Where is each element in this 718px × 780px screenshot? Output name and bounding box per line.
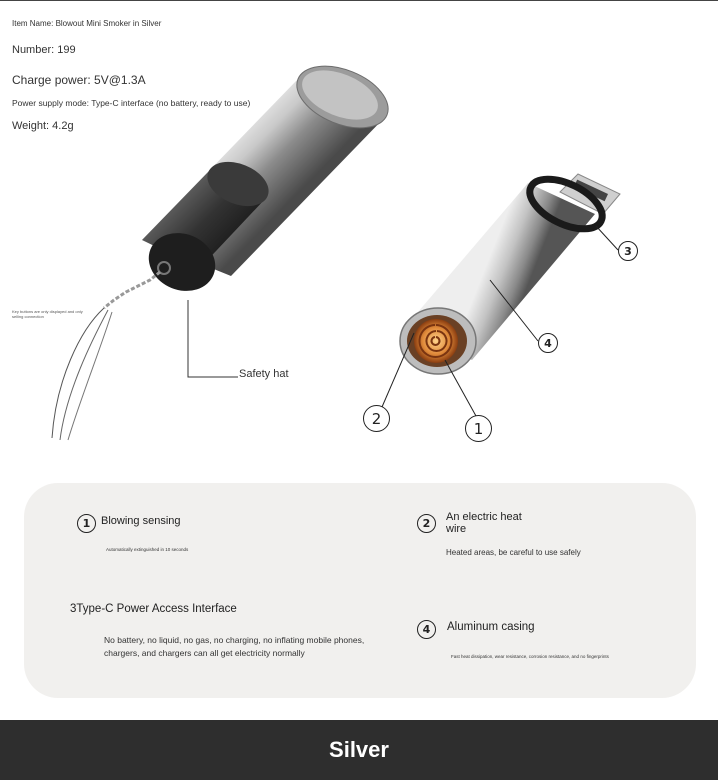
feature-3-title: 3Type-C Power Access Interface xyxy=(70,603,237,615)
feature-4-title: Aluminum casing xyxy=(447,621,535,633)
key-chain xyxy=(104,272,160,308)
lanyard-2 xyxy=(60,310,108,440)
callout-3: 3 xyxy=(618,241,638,261)
item-number-text: Number: 199 xyxy=(12,44,76,56)
item-name-text: Item Name: Blowout Mini Smoker in Silver xyxy=(12,19,162,28)
color-variant-label: Silver xyxy=(329,737,389,762)
safety-hat-label: Safety hat xyxy=(239,368,289,380)
feature-3-description: No battery, no liquid, no gas, no charging, no inflating mobile phones, chargers, and chargers can all get electricity normally xyxy=(104,635,365,658)
feature-1-number: 1 xyxy=(77,514,96,533)
callout-2-leader xyxy=(382,333,414,407)
callout-2: 2 xyxy=(363,405,390,432)
lanyard-3 xyxy=(68,312,112,440)
features-panel xyxy=(24,483,696,698)
feature-1-description: Automatically extinguished in 10 seconds xyxy=(106,547,189,552)
charge-power-text: Charge power: 5V@1.3A xyxy=(12,73,146,87)
feature-4-number: 4 xyxy=(417,620,436,639)
feature-2-description: Heated areas, be careful to use safely xyxy=(446,548,581,557)
fine-print-note: Key buttons are only displayed and only selling connection xyxy=(12,309,83,319)
safety-hat-leader xyxy=(188,300,238,377)
power-supply-text: Power supply mode: Type-C interface (no battery, ready to use) xyxy=(12,98,251,108)
right-device xyxy=(382,169,620,416)
feature-2-number: 2 xyxy=(417,514,436,533)
weight-text: Weight: 4.2g xyxy=(12,120,74,132)
callout-1: 1 xyxy=(465,415,492,442)
color-variant-bar xyxy=(0,720,718,780)
callout-3-leader xyxy=(596,226,618,250)
left-device xyxy=(52,54,397,440)
feature-1-title: Blowing sensing xyxy=(101,515,181,527)
feature-4-description: Fast heat dissipation, wear resistance, corrosion resistance, and no fingerprints xyxy=(451,654,609,659)
feature-2-title: An electric heat wire xyxy=(446,511,522,535)
callout-4: 4 xyxy=(538,333,558,353)
